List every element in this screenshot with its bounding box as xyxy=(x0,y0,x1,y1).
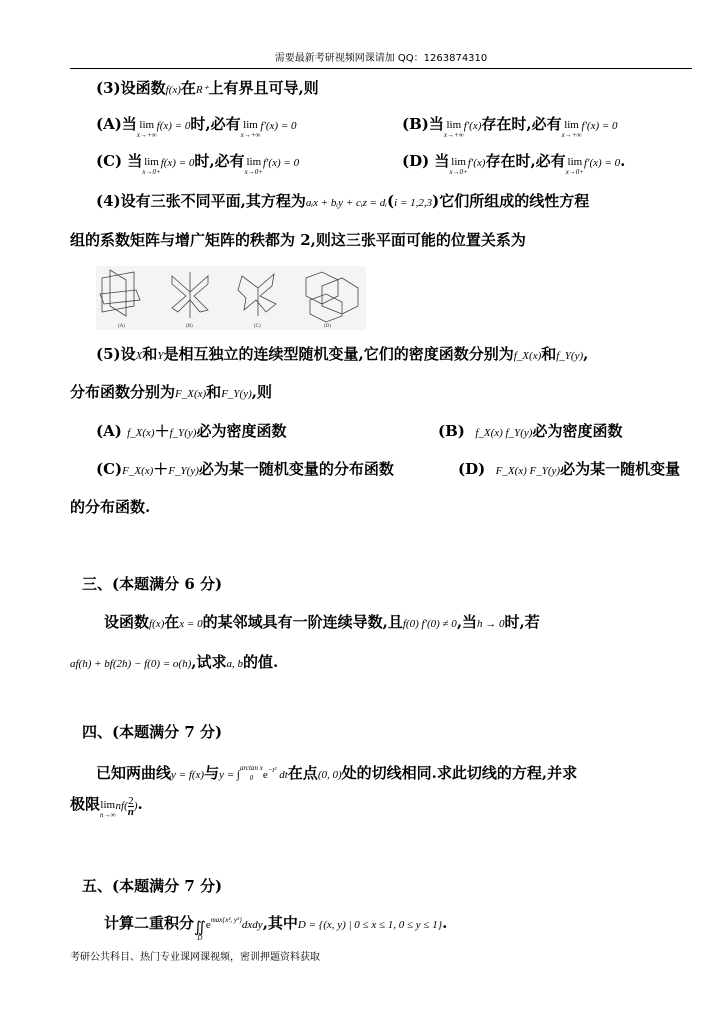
q5-var-x: X xyxy=(135,350,143,362)
q4-paren-open: ( xyxy=(387,192,395,210)
s4-l2-t1: 极限 xyxy=(70,795,101,813)
s5-integral-sign: ∬ xyxy=(194,920,206,936)
q3-b-lim2 xyxy=(562,120,582,140)
fig-label-a: (A) xyxy=(118,324,125,329)
q5-option-b xyxy=(438,421,622,443)
q5-var-y: Y xyxy=(157,350,164,362)
lim-sub: x→+∞ xyxy=(240,131,261,139)
s4-lim-text: lim xyxy=(100,799,116,811)
q5-Fy: F_Y(y) xyxy=(221,388,252,400)
q3-c-math-2: f′(x) = 0 xyxy=(262,157,300,169)
q3-a-math-1: f(x) = 0 xyxy=(156,120,191,132)
section-5-title: 五、(本题满分 7 分) xyxy=(82,877,223,895)
q5-c-plus: ＋ xyxy=(153,460,169,478)
s3-t7: 的值. xyxy=(242,653,279,671)
s4-period: . xyxy=(137,795,143,813)
q4-text-1: (4)设有三张不同平面,其方程为 xyxy=(96,192,306,210)
q5-t5: , xyxy=(583,345,589,363)
q3-c-label: (C) 当 xyxy=(96,152,143,170)
s4-upper-limit: arctan x xyxy=(239,764,263,772)
s3-m1: f(x) xyxy=(149,618,165,630)
q5-option-d-cont: 的分布函数. xyxy=(70,498,151,516)
q5-l2-t3: ,则 xyxy=(251,383,272,401)
s3-m4: h → 0 xyxy=(477,618,505,630)
q5-t2: 和 xyxy=(142,345,158,363)
s3-t3: 的某邻域具有一阶连续导数,且 xyxy=(202,613,403,631)
q5-l2-t2: 和 xyxy=(206,383,222,401)
lim-text: lim xyxy=(243,119,258,131)
q3-d-math-1: f′(x) xyxy=(467,157,486,169)
q5-c-m1: F_X(x) xyxy=(122,465,154,477)
q3-stem-text-3: 上有界且可导,则 xyxy=(208,79,319,97)
s3-m2: x = 0 xyxy=(179,618,203,630)
q3-d-lim2 xyxy=(566,157,584,177)
s4-integral-limits xyxy=(240,763,263,783)
s5-line-1 xyxy=(104,910,447,943)
s4-exp-power: −t² xyxy=(267,766,277,774)
page-header: 需要最新考研视频网课请加 QQ：1263874310 xyxy=(70,52,692,69)
q4-line-2: 组的系数矩阵与增广矩阵的秩都为 2,则这三张平面可能的位置关系为 xyxy=(70,231,526,249)
q5-fx: f_X(x) xyxy=(513,350,542,362)
q5-a-m1: f_X(x) xyxy=(127,427,155,439)
q5-option-d xyxy=(458,459,680,481)
q3-option-a xyxy=(96,114,297,140)
s5-dxdy: dxdy xyxy=(241,919,263,931)
s4-curve-1: y = f(x) xyxy=(171,769,205,781)
s5-t1: 计算二重积分 xyxy=(104,914,195,932)
s3-t4: ,当 xyxy=(456,613,478,631)
q3-option-c xyxy=(96,151,299,177)
q5-t3: 是相互独立的连续型随机变量,它们的密度函数分别为 xyxy=(163,345,514,363)
lim-text: lim xyxy=(246,156,262,168)
s4-lim-sub: n→∞ xyxy=(100,811,116,819)
lim-text: lim xyxy=(451,156,466,168)
q3-c-text: 时,必有 xyxy=(194,152,245,170)
s4-nf: nf( xyxy=(115,800,128,812)
q3-b-label: (B)当 xyxy=(402,115,444,133)
s4-paren-close: ) xyxy=(133,800,138,812)
q4-text-2: )它们所组成的线性方程 xyxy=(432,192,590,210)
q5-fy: f_Y(y) xyxy=(556,350,584,362)
q3-d-lim1 xyxy=(449,157,467,177)
q5-a-plus: ＋ xyxy=(154,422,170,440)
s5-double-integral xyxy=(194,920,206,943)
q4-index-range: i = 1,2,3 xyxy=(394,197,433,209)
s4-t3: 在点 xyxy=(287,764,318,782)
s4-point: (0, 0) xyxy=(317,769,342,781)
s5-period: . xyxy=(442,914,448,932)
q5-c-m2: F_Y(y) xyxy=(168,465,199,477)
q3-stem xyxy=(96,78,319,100)
s4-lower-limit: 0 xyxy=(249,774,254,782)
q5-line-1 xyxy=(96,344,588,366)
q5-b-label: (B) xyxy=(438,422,465,440)
q5-option-a xyxy=(96,421,286,443)
s3-m3: f(0) f′(0) ≠ 0 xyxy=(402,618,457,630)
s4-t1: 已知两曲线 xyxy=(96,764,172,782)
s3-condition: af(h) + bf(2h) − f(0) = o(h) xyxy=(70,658,192,670)
q5-l2-t1: 分布函数分别为 xyxy=(70,383,176,401)
lim-sub: x→+∞ xyxy=(136,131,157,139)
lim-sub: x→0+ xyxy=(142,168,161,176)
q3-option-b xyxy=(402,114,618,140)
s5-exp-base: e xyxy=(205,919,211,931)
s3-t6: ,试求 xyxy=(191,653,227,671)
lim-sub: x→+∞ xyxy=(443,131,464,139)
q3-stem-text-1: (3)设函数 xyxy=(96,79,166,97)
lim-text: lim xyxy=(139,119,155,131)
s4-frac-num: 2 xyxy=(128,795,134,807)
q5-Fx: F_X(x) xyxy=(175,388,207,400)
q3-d-text: 存在时,必有 xyxy=(485,152,566,170)
s5-region-def: D = {(x, y) | 0 ≤ x ≤ 1, 0 ≤ y ≤ 1} xyxy=(297,919,443,931)
s4-frac-den: n xyxy=(127,806,134,818)
lim-text: lim xyxy=(564,119,579,131)
s5-exp-power: max{x², y²} xyxy=(210,916,242,924)
s4-line-2 xyxy=(70,794,143,820)
q5-b-text: 必为密度函数 xyxy=(532,422,623,440)
s3-line-1 xyxy=(104,612,540,634)
q5-d-text: 必为某一随机变量 xyxy=(560,460,681,478)
s4-t4: 处的切线相同.求此切线的方程,并求 xyxy=(341,764,578,782)
q3-d-math-2: f′(x) = 0 xyxy=(584,157,621,169)
q3-b-math-1: f′(x) xyxy=(463,120,482,132)
q4-line-1 xyxy=(96,191,589,213)
fig-label-c: (C) xyxy=(254,324,261,329)
q3-b-lim1 xyxy=(444,120,464,140)
s4-dt: dt xyxy=(276,769,288,781)
s3-line-2 xyxy=(70,652,278,674)
lim-text: lim xyxy=(144,156,159,168)
q5-c-text: 必为某一随机变量的分布函数 xyxy=(198,460,394,478)
q3-stem-math-2: R⁺ xyxy=(195,84,209,96)
q4-plane-figures xyxy=(96,266,366,330)
q3-stem-text-2: 在 xyxy=(180,79,196,97)
lim-sub: x→0+ xyxy=(449,168,468,176)
s3-t1: 设函数 xyxy=(104,613,150,631)
q5-a-label: (A) xyxy=(96,422,122,440)
s5-region-label: D xyxy=(197,934,203,942)
q5-t1: (5)设 xyxy=(96,345,136,363)
q3-c-lim1 xyxy=(142,157,160,177)
q5-b-m1: f_X(x) f_Y(y) xyxy=(475,427,533,439)
lim-text: lim xyxy=(446,119,462,131)
s3-t2: 在 xyxy=(164,613,180,631)
q3-stem-math-1: f(x) xyxy=(165,84,181,96)
q5-t4: 和 xyxy=(541,345,557,363)
q3-a-label: (A)当 xyxy=(96,115,137,133)
section-4-title: 四、(本题满分 7 分) xyxy=(82,723,223,741)
q5-line-2 xyxy=(70,382,272,404)
q5-a-text: 必为密度函数 xyxy=(196,422,287,440)
s4-integral: y = ∫ xyxy=(219,769,240,781)
s3-t5: 时,若 xyxy=(504,613,540,631)
q3-option-d xyxy=(402,151,625,177)
s5-t2: ,其中 xyxy=(262,914,298,932)
page-footer: 考研公共科目、热门专业课网课视频，密训押题资料获取 xyxy=(70,952,320,963)
q5-d-label: (D) xyxy=(458,460,486,478)
q3-b-math-2: f′(x) = 0 xyxy=(581,120,618,132)
fig-label-b: (B) xyxy=(186,324,193,329)
q3-d-label: (D) 当 xyxy=(402,152,450,170)
lim-sub: x→0+ xyxy=(244,168,263,176)
section-3-title: 三、(本题满分 6 分) xyxy=(82,575,223,593)
fig-label-d: (D) xyxy=(324,324,331,329)
q4-plane-equation: aᵢx + bᵢy + cᵢz = dᵢ xyxy=(305,197,388,209)
lim-sub: x→+∞ xyxy=(561,131,582,139)
q3-d-period: . xyxy=(620,152,626,170)
lim-sub: x→0+ xyxy=(565,168,585,176)
lim-text: lim xyxy=(567,156,583,168)
s4-exp-base: e xyxy=(262,769,268,781)
s4-line-1 xyxy=(96,760,577,785)
q3-a-math-2: f′(x) = 0 xyxy=(260,120,297,132)
s4-limit xyxy=(100,800,116,820)
q3-c-lim2 xyxy=(245,157,263,177)
q5-d-m1: F_X(x) F_Y(y) xyxy=(495,465,561,477)
q3-b-text: 存在时,必有 xyxy=(481,115,562,133)
q3-a-lim2 xyxy=(241,120,261,140)
s4-t2: 与 xyxy=(204,764,220,782)
q3-c-math-1: f(x) = 0 xyxy=(160,157,195,169)
s3-ab: a, b xyxy=(226,658,243,670)
q5-option-c xyxy=(96,459,394,481)
q3-a-lim1 xyxy=(137,120,157,140)
q5-a-m2: f_Y(y) xyxy=(169,427,197,439)
q3-a-text: 时,必有 xyxy=(190,115,241,133)
q5-c-label: (C) xyxy=(96,460,123,478)
